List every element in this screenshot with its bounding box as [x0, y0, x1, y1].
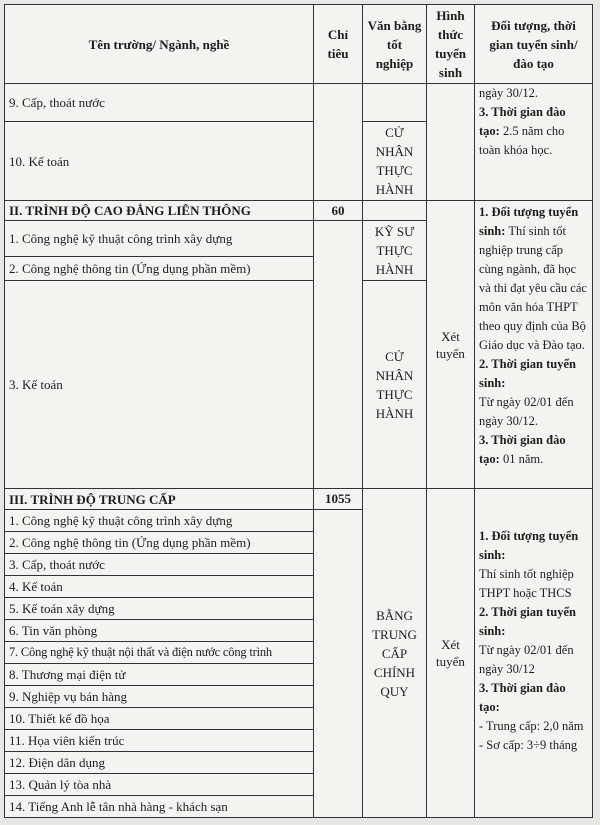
- program-name: 1. Công nghệ kỹ thuật công trình xây dựng: [5, 510, 314, 532]
- program-name: 5. Kế toán xây dựng: [5, 598, 314, 620]
- target-info: [475, 489, 593, 818]
- degree-cell: CỬ NHÂN THỰC HÀNH: [363, 122, 427, 201]
- quota-cell: [314, 84, 363, 201]
- program-name: 7. Công nghệ kỹ thuật nội thất và điện nước công trình: [5, 642, 314, 664]
- info-text: Thí sinh tốt nghiệp THPT hoặc THCS: [479, 567, 574, 600]
- form-cell: Xét tuyển: [427, 489, 475, 818]
- program-name: 9. Cấp, thoát nước: [5, 84, 314, 122]
- info-text: - Sơ cấp: 3÷9 tháng: [479, 738, 578, 752]
- degree-cell: KỸ SƯ THỰC HÀNH: [363, 221, 427, 281]
- header-degree: Văn bằng tốt nghiệp: [363, 5, 427, 84]
- program-name: 12. Điện dân dụng: [5, 752, 314, 774]
- header-form: Hình thức tuyển sinh: [427, 5, 475, 84]
- quota-cell: [314, 510, 363, 818]
- section-row: [5, 201, 593, 221]
- info-text: Từ ngày 02/01 đến ngày 30/12: [479, 643, 574, 676]
- degree-cell: CỬ NHÂN THỰC HÀNH: [363, 281, 427, 489]
- program-name: 14. Tiếng Anh lễ tân nhà hàng - khách sạn: [5, 796, 314, 818]
- admission-table: [4, 4, 593, 818]
- program-name: 3. Cấp, thoát nước: [5, 554, 314, 576]
- info-heading: 2. Thời gian tuyển sinh:: [479, 605, 576, 638]
- program-name: 3. Kế toán: [5, 281, 314, 489]
- program-name: 10. Thiết kế đồ họa: [5, 708, 314, 730]
- program-name: 2. Công nghệ thông tin (Ứng dụng phần mềm): [5, 532, 314, 554]
- info-heading: 3. Thời gian đào tạo:: [479, 681, 566, 714]
- program-name: 1. Công nghệ kỹ thuật công trình xây dựng: [5, 221, 314, 257]
- header-quota: Chỉ tiêu: [314, 5, 363, 84]
- degree-cell: [363, 201, 427, 221]
- program-name: 10. Kế toán: [5, 122, 314, 201]
- info-heading: 1. Đối tượng tuyển sinh:: [479, 529, 579, 562]
- program-name: 4. Kế toán: [5, 576, 314, 598]
- info-text: 01 năm.: [502, 452, 544, 466]
- degree-cell: BẰNG TRUNG CẤP CHÍNH QUY: [363, 489, 427, 818]
- degree-cell: [363, 84, 427, 122]
- table-row: [5, 84, 593, 122]
- target-info: [475, 201, 593, 489]
- info-text: 2.5 năm cho toàn khóa học.: [479, 124, 565, 157]
- info-text: Thí sinh tốt nghiệp trung cấp cùng ngành, đã học và thi đạt yêu cầu các môn văn hóa THPT theo quy định của Bộ Giáo dục và Đào tạo.: [479, 224, 587, 352]
- table-header-row: [5, 5, 593, 84]
- section-title: III. TRÌNH ĐỘ TRUNG CẤP: [5, 489, 314, 510]
- info-text: ngày 30/12.: [479, 86, 539, 100]
- program-name: 2. Công nghệ thông tin (Ứng dụng phần mềm): [5, 256, 314, 280]
- quota-cell: [314, 221, 363, 489]
- info-text: - Trung cấp: 2,0 năm: [479, 719, 584, 733]
- section-row: [5, 489, 593, 510]
- program-name: 11. Họa viên kiến trúc: [5, 730, 314, 752]
- info-heading: 3. Thời gian đào tạo:: [479, 105, 566, 138]
- target-info: [475, 84, 593, 201]
- info-text: [479, 103, 588, 160]
- info-heading: 3. Thời gian đào tạo: 01 năm.: [479, 433, 566, 466]
- section-quota: 1055: [314, 489, 363, 510]
- section-title: II. TRÌNH ĐỘ CAO ĐẲNG LIÊN THÔNG: [5, 201, 314, 221]
- info-text: Từ ngày 02/01 đến ngày 30/12.: [479, 395, 574, 428]
- program-name: 13. Quản lý tòa nhà: [5, 774, 314, 796]
- info-heading: 2. Thời gian tuyển sinh:: [479, 357, 576, 390]
- form-cell: [427, 84, 475, 201]
- program-name: 9. Nghiệp vụ bán hàng: [5, 686, 314, 708]
- program-name: 8. Thương mại điện tử: [5, 664, 314, 686]
- info-heading: 1. Đối tượng tuyển sinh: Thí sinh tốt nghiệp trung cấp cùng ngành, đã học và thi đạt yêu cầu các môn văn hóa THPT theo quy định của Bộ Giáo dục và Đào tạo.: [479, 205, 587, 352]
- header-name: Tên trường/ Ngành, nghề: [5, 5, 314, 84]
- form-cell: Xét tuyển: [427, 201, 475, 489]
- header-target: Đối tượng, thời gian tuyển sinh/ đào tạo: [475, 5, 593, 84]
- section-quota: 60: [314, 201, 363, 221]
- program-name: 6. Tin văn phòng: [5, 620, 314, 642]
